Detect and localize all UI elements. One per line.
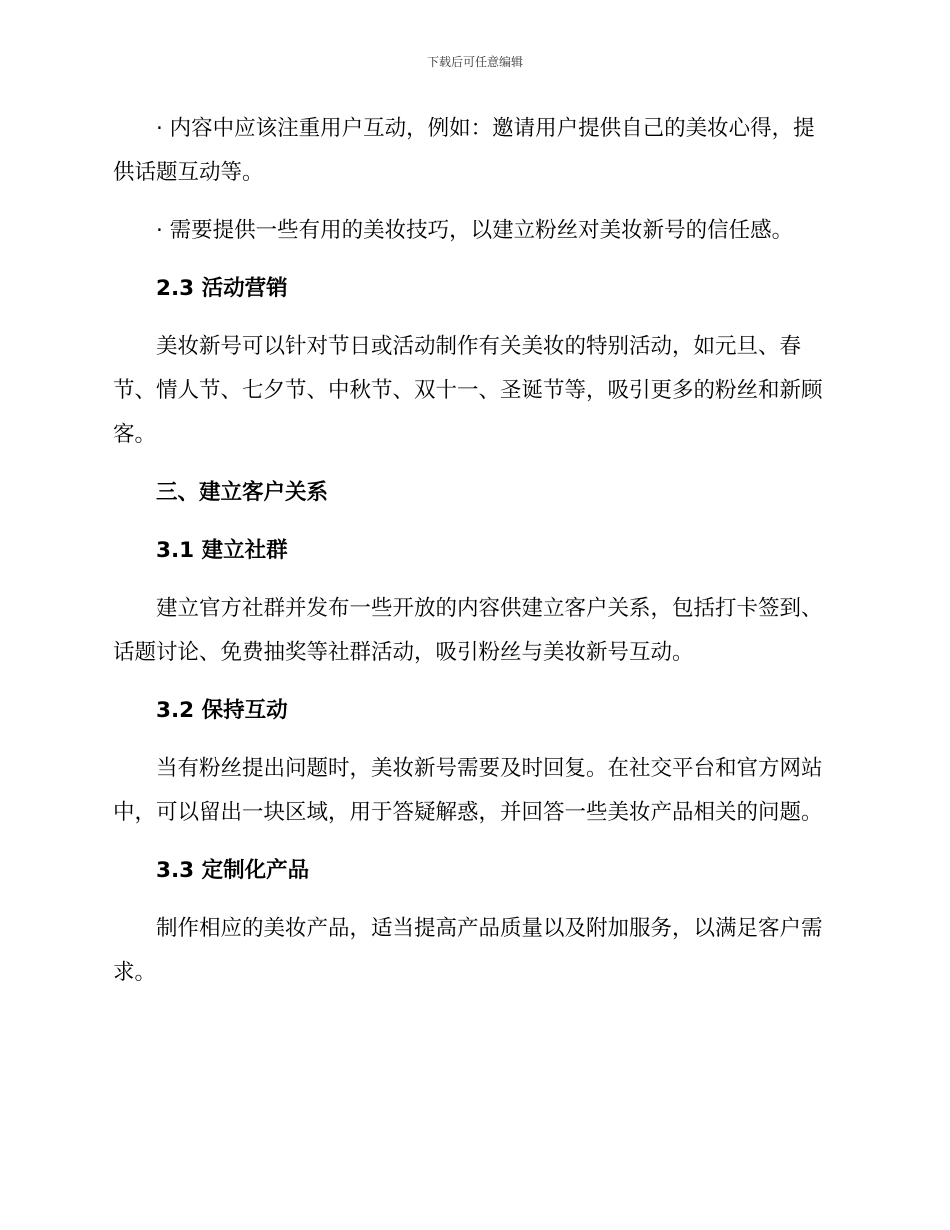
paragraph-3-1: 建立官方社群并发布一些开放的内容供建立客户关系，包括打卡签到、话题讨论、免费抽奖等社群活动，吸引粉丝与美妆新号互动。: [113, 596, 823, 665]
bullet-makeup-tips: · 需要提供一些有用的美妆技巧，以建立粉丝对美妆新号的信任感。: [156, 218, 794, 243]
bullet-user-interaction: · 内容中应该注重用户互动，例如：邀请用户提供自己的美妆心得，提供话题互动等。: [113, 116, 815, 185]
paragraph-3-3: 制作相应的美妆产品，适当提高产品质量以及附加服务，以满足客户需求。: [113, 916, 823, 985]
paragraph-3-2: 当有粉丝提出问题时，美妆新号需要及时回复。在社交平台和官方网站中，可以留出一块区域，用于答疑解惑，并回答一些美妆产品相关的问题。: [113, 756, 823, 825]
heading-3-3: 3.3 定制化产品: [156, 858, 310, 883]
heading-3-1: 3.1 建立社群: [156, 538, 288, 563]
heading-2-3: 2.3 活动营销: [156, 276, 288, 301]
document-body: [113, 107, 833, 1009]
paragraph-2-3: 美妆新号可以针对节日或活动制作有关美妆的特别活动，如元旦、春节、情人节、七夕节、中秋节、双十一、圣诞节等，吸引更多的粉丝和新顾客。: [113, 334, 823, 447]
heading-3-2: 3.2 保持互动: [156, 698, 288, 723]
page-header-note: 下载后可任意编辑: [426, 55, 523, 69]
heading-section-3: 三、建立客户关系: [156, 480, 329, 505]
